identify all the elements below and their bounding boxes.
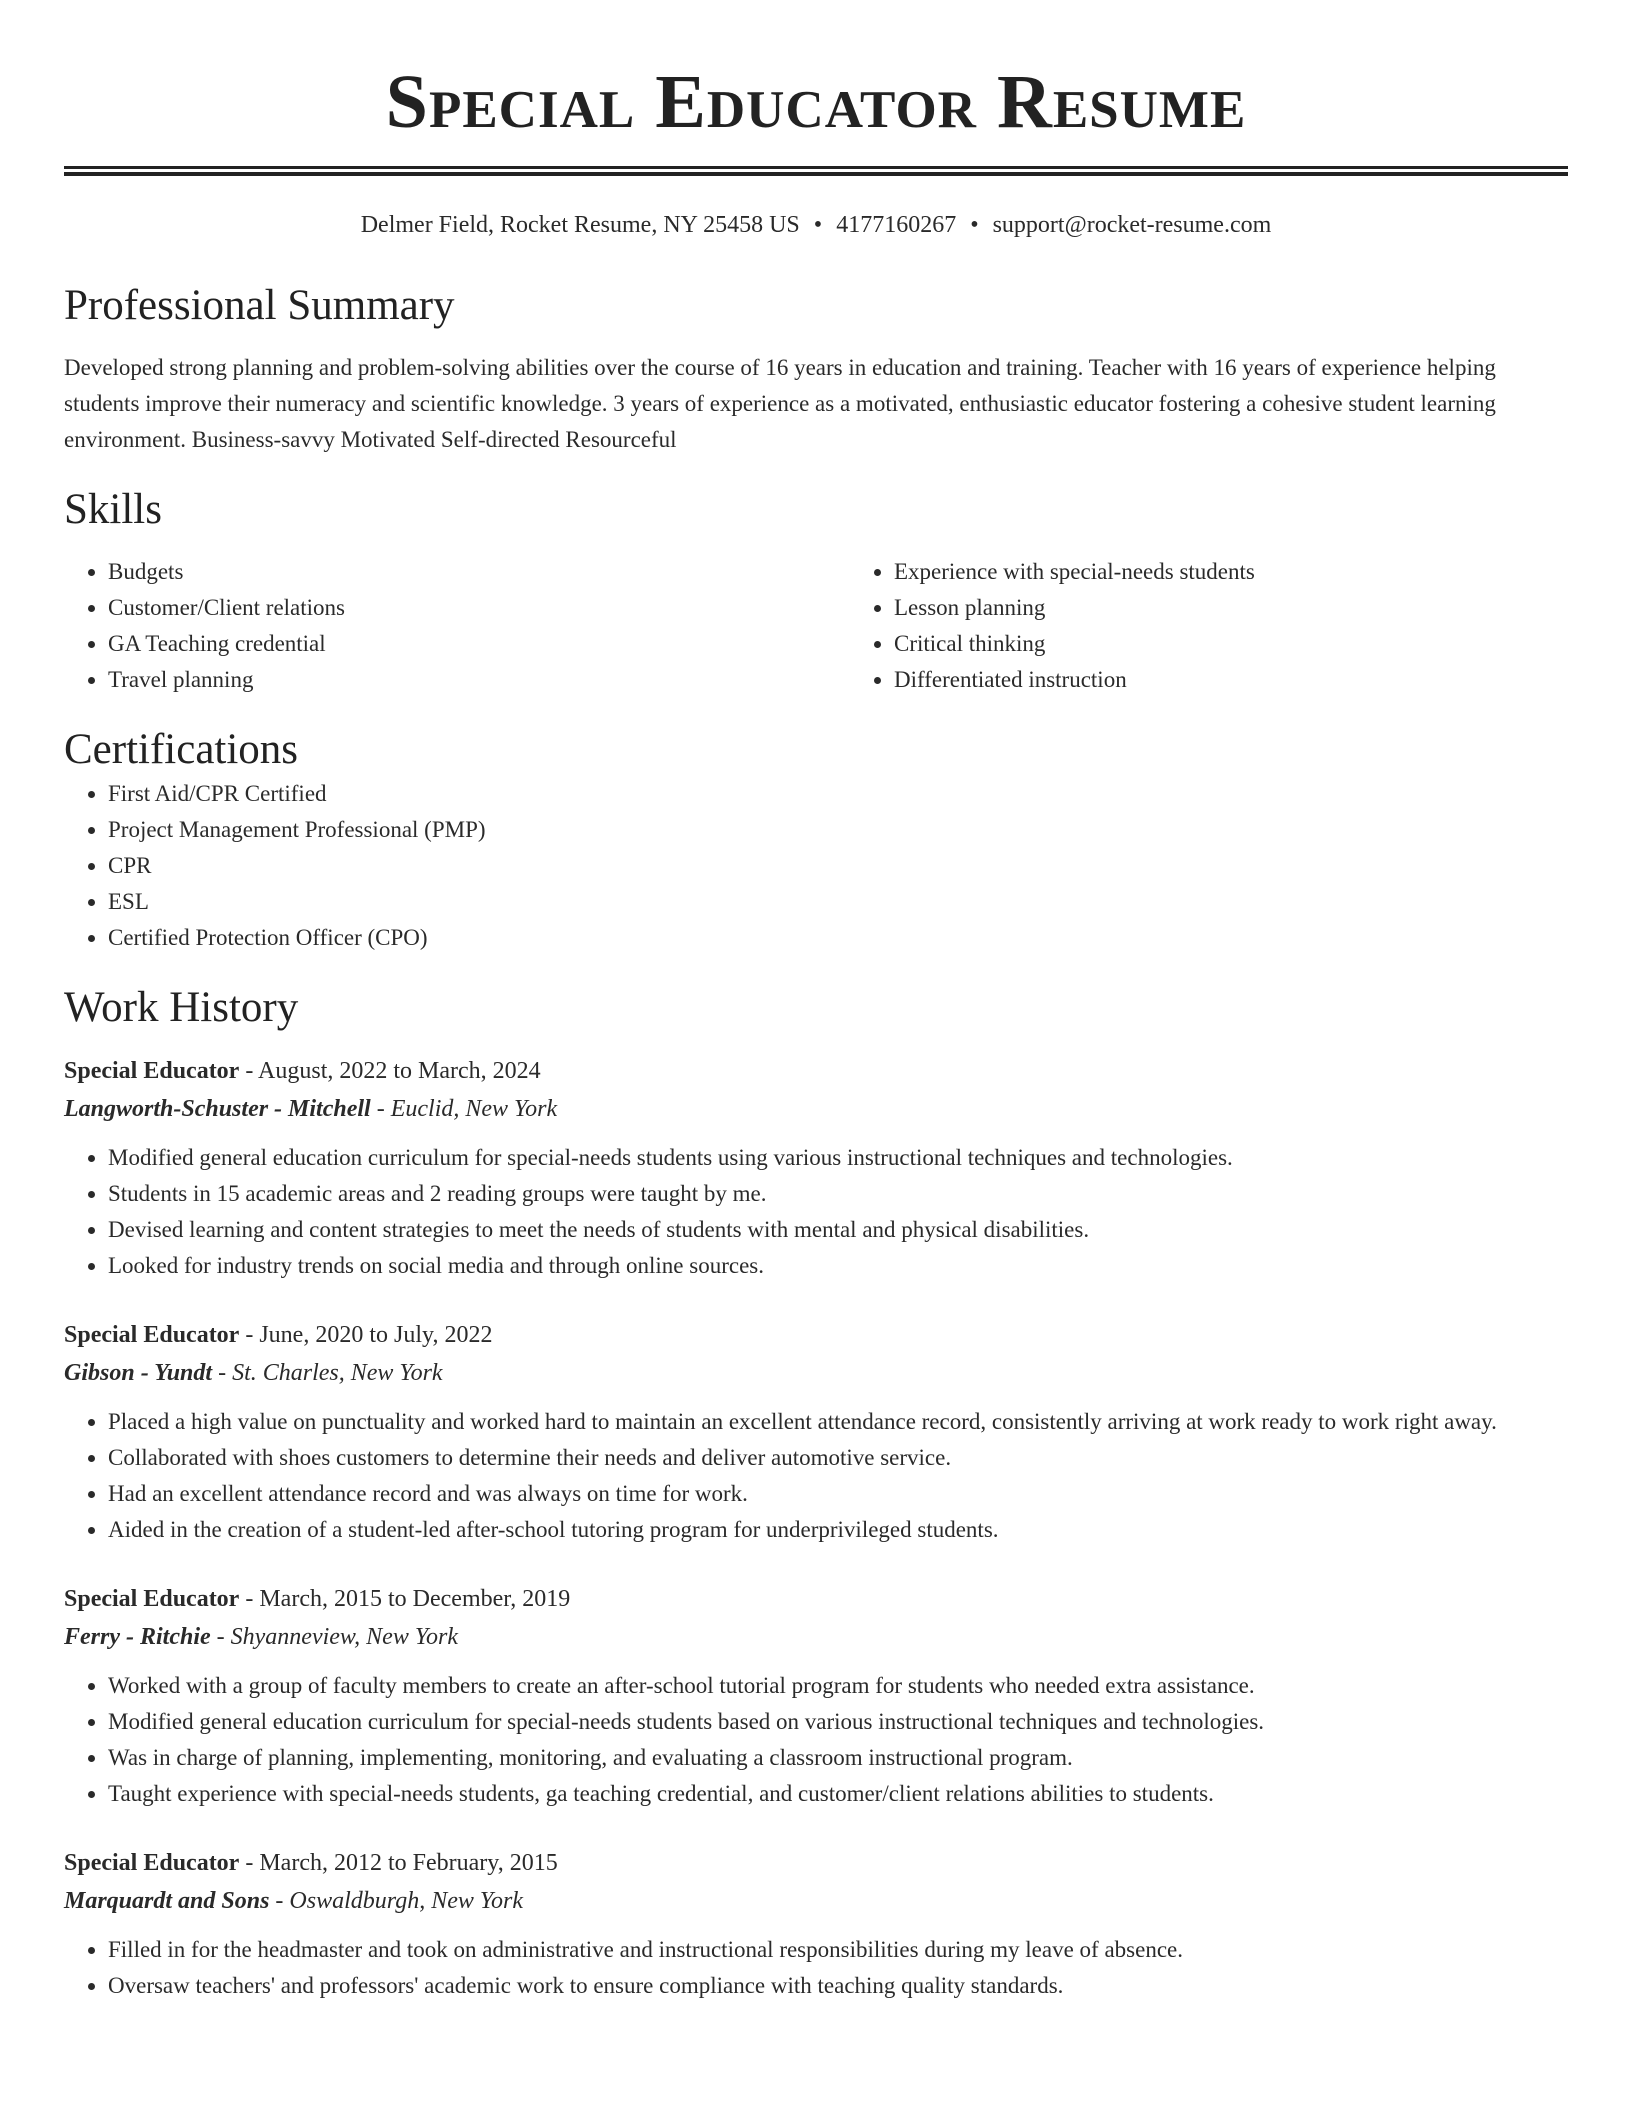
job-bullet: • Modified general education curriculum for special-needs students using various instructional techniques and technologies. <box>108 1140 1568 1176</box>
certification-item: • Project Management Professional (PMP) <box>108 812 1568 848</box>
job-company-line: Marquardt and Sons - Oswaldburgh, New York <box>64 1888 524 1914</box>
job-bullet: • Devised learning and content strategies to meet the needs of students with mental and physical disabilities. <box>108 1212 1568 1248</box>
job-bullet: • Worked with a group of faculty members to create an after-school tutorial program for students who needed extra assistance. <box>108 1668 1568 1704</box>
title-divider <box>64 166 1568 176</box>
certification-item: • ESL <box>108 884 1568 920</box>
job-role: Special Educator <box>64 1850 240 1876</box>
job-bullets <box>64 1140 1568 1284</box>
job-bullet: • Students in 15 academic areas and 2 reading groups were taught by me. <box>108 1176 1568 1212</box>
contact-phone: 4177160267 <box>836 212 957 238</box>
job-company: Ferry - Ritchie <box>64 1624 211 1650</box>
job-company-line: Ferry - Ritchie - Shyanneview, New York <box>64 1624 458 1650</box>
skills-right-list <box>850 554 1632 698</box>
skill-item: • Budgets <box>108 554 850 590</box>
job-dates: June, 2020 to July, 2022 <box>259 1322 493 1348</box>
job-entry <box>64 1052 1568 1284</box>
summary-heading: Professional Summary <box>64 282 455 329</box>
job-location: Oswaldburgh, New York <box>289 1888 524 1914</box>
job-company-line: Langworth-Schuster - Mitchell - Euclid, New York <box>64 1096 558 1122</box>
job-role: Special Educator <box>64 1322 240 1348</box>
job-bullets <box>64 1932 1568 2004</box>
contact-line <box>64 210 1568 240</box>
job-company: Gibson - Yundt <box>64 1360 213 1386</box>
job-title-line: Special Educator - March, 2012 to February, 2015 <box>64 1850 558 1876</box>
work-history-section <box>64 982 1568 2004</box>
contact-email[interactable]: support@rocket-resume.com <box>992 212 1272 238</box>
job-location: Shyanneview, New York <box>230 1624 458 1650</box>
skills-left-list <box>64 554 850 698</box>
job-role: Special Educator <box>64 1586 240 1612</box>
skill-item: • Differentiated instruction <box>894 662 1632 698</box>
certifications-list <box>64 776 1568 956</box>
job-dates: March, 2015 to December, 2019 <box>259 1586 571 1612</box>
job-bullet: • Collaborated with shoes customers to determine their needs and deliver automotive service. <box>108 1440 1568 1476</box>
job-title-line: Special Educator - March, 2015 to December, 2019 <box>64 1586 571 1612</box>
skill-item: • GA Teaching credential <box>108 626 850 662</box>
job-company-line: Gibson - Yundt - St. Charles, New York <box>64 1360 443 1386</box>
summary-text: Developed strong planning and problem-solving abilities over the course of 16 years in education and training. Teacher with 16 years of experience helping students improve their numeracy and scientific knowledge. 3 years of experience as a motivated, enthusiastic educator fostering a cohesive student learning environment. Business-savvy Motivated Self-directed Resourceful <box>64 355 1496 452</box>
skills-section <box>64 484 1568 698</box>
work-history-heading: Work History <box>64 984 299 1031</box>
certifications-heading: Certifications <box>64 726 299 773</box>
job-title-line: Special Educator - June, 2020 to July, 2022 <box>64 1322 493 1348</box>
certification-item: • Certified Protection Officer (CPO) <box>108 920 1568 956</box>
job-company: Langworth-Schuster - Mitchell <box>64 1096 371 1122</box>
job-bullet: • Aided in the creation of a student-led after-school tutoring program for underprivileged students. <box>108 1512 1568 1548</box>
job-bullets <box>64 1404 1568 1548</box>
certification-item: • First Aid/CPR Certified <box>108 776 1568 812</box>
job-bullet: • Had an excellent attendance record and was always on time for work. <box>108 1476 1568 1512</box>
skills-heading: Skills <box>64 486 162 533</box>
job-bullet: • Taught experience with special-needs students, ga teaching credential, and customer/client relations abilities to students. <box>108 1776 1568 1812</box>
job-bullet: • Filled in for the headmaster and took on administrative and instructional responsibilities during my leave of absence. <box>108 1932 1568 1968</box>
job-bullet: • Looked for industry trends on social media and through online sources. <box>108 1248 1568 1284</box>
certifications-section <box>64 724 1568 956</box>
summary-section <box>64 280 1568 458</box>
skill-item: • Customer/Client relations <box>108 590 850 626</box>
job-dates: March, 2012 to February, 2015 <box>259 1850 558 1876</box>
job-entry <box>64 1316 1568 1548</box>
job-location: St. Charles, New York <box>232 1360 443 1386</box>
job-bullet: • Placed a high value on punctuality and worked hard to maintain an excellent attendance record, consistently arriving at work ready to work right away. <box>108 1404 1568 1440</box>
job-dates: August, 2022 to March, 2024 <box>258 1058 541 1084</box>
job-bullet: • Was in charge of planning, implementing, monitoring, and evaluating a classroom instructional program. <box>108 1740 1568 1776</box>
skills-grid <box>64 554 1568 698</box>
skill-item: • Lesson planning <box>894 590 1632 626</box>
job-title-line: Special Educator - August, 2022 to March, 2024 <box>64 1058 541 1084</box>
job-bullet: • Oversaw teachers' and professors' academic work to ensure compliance with teaching quality standards. <box>108 1968 1568 2004</box>
job-location: Euclid, New York <box>390 1096 558 1122</box>
contact-separator: • <box>813 212 823 238</box>
job-bullets <box>64 1668 1568 1812</box>
job-bullet: • Modified general education curriculum for special-needs students based on various instructional techniques and technologies. <box>108 1704 1568 1740</box>
skill-item: • Experience with special-needs students <box>894 554 1632 590</box>
job-role: Special Educator <box>64 1058 240 1084</box>
certification-item: • CPR <box>108 848 1568 884</box>
contact-separator: • <box>970 212 979 238</box>
skill-item: • Travel planning <box>108 662 850 698</box>
contact-address: Delmer Field, Rocket Resume, NY 25458 US <box>360 212 800 238</box>
job-company: Marquardt and Sons <box>64 1888 270 1914</box>
job-entry <box>64 1580 1568 1812</box>
resume-title: Special Educator Resume <box>385 60 1247 144</box>
skill-item: • Critical thinking <box>894 626 1632 662</box>
job-entry <box>64 1844 1568 2004</box>
